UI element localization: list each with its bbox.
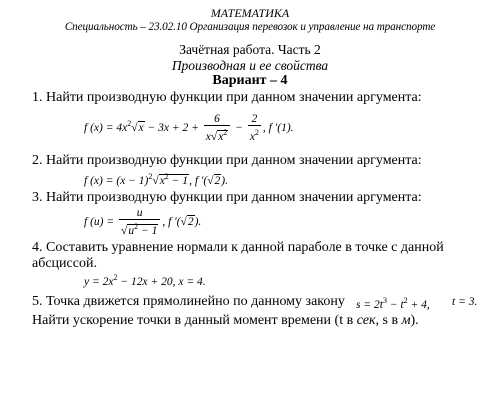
task-2-text: 2. Найти производную функции при данном значении аргумента: [32, 153, 422, 168]
task-4-text-line1: 4. Составить уравнение нормали к данной параболе в точке с данной [32, 240, 444, 255]
subject-header: МАТЕМАТИКА [210, 6, 290, 20]
task-3-formula: f (u) = $\frac{u}{√u^2 - 1}$ , f ′(√2). [84, 207, 202, 237]
task-5-time-value: t = 3. [452, 296, 478, 308]
task-4-text-line2: абсциссой. [32, 256, 97, 271]
task-4-formula: $y = 2x^2 - 12x + 20$, x = 4. [84, 273, 206, 288]
task-1-formula: f $(x) = 4x^2√x - 3x + 2$ + $\frac{6}{x√x^2}$ − $\frac{2}{x^2}$ , f ′(1). [84, 113, 294, 143]
task-5-formula: $s = 2t^3 - t^2 + 4$, [356, 296, 430, 311]
task-5-text-line2: Найти ускорение точки в данный момент времени (t в сек, s в м). [32, 313, 419, 328]
specialty-header: Специальность – 23.02.10 Организация перевозок и управление на транспорте [64, 21, 436, 33]
task-5-text: 5. Точка движется прямолинейно по данному закону [32, 294, 345, 309]
task-3-text: 3. Найти производную функции при данном значении аргумента: [32, 190, 422, 205]
task-2-formula: f $(x) = (x - 1)^2√x^2 - 1$, f ′(√2). [84, 172, 229, 187]
work-title: Зачётная работа. Часть 2 [179, 42, 321, 57]
variant-title: Вариант – 4 [212, 73, 288, 88]
task-1-text: 1. Найти производную функции при данном значении аргумента: [32, 90, 422, 105]
topic-title: Производная и ее свойства [171, 58, 329, 73]
